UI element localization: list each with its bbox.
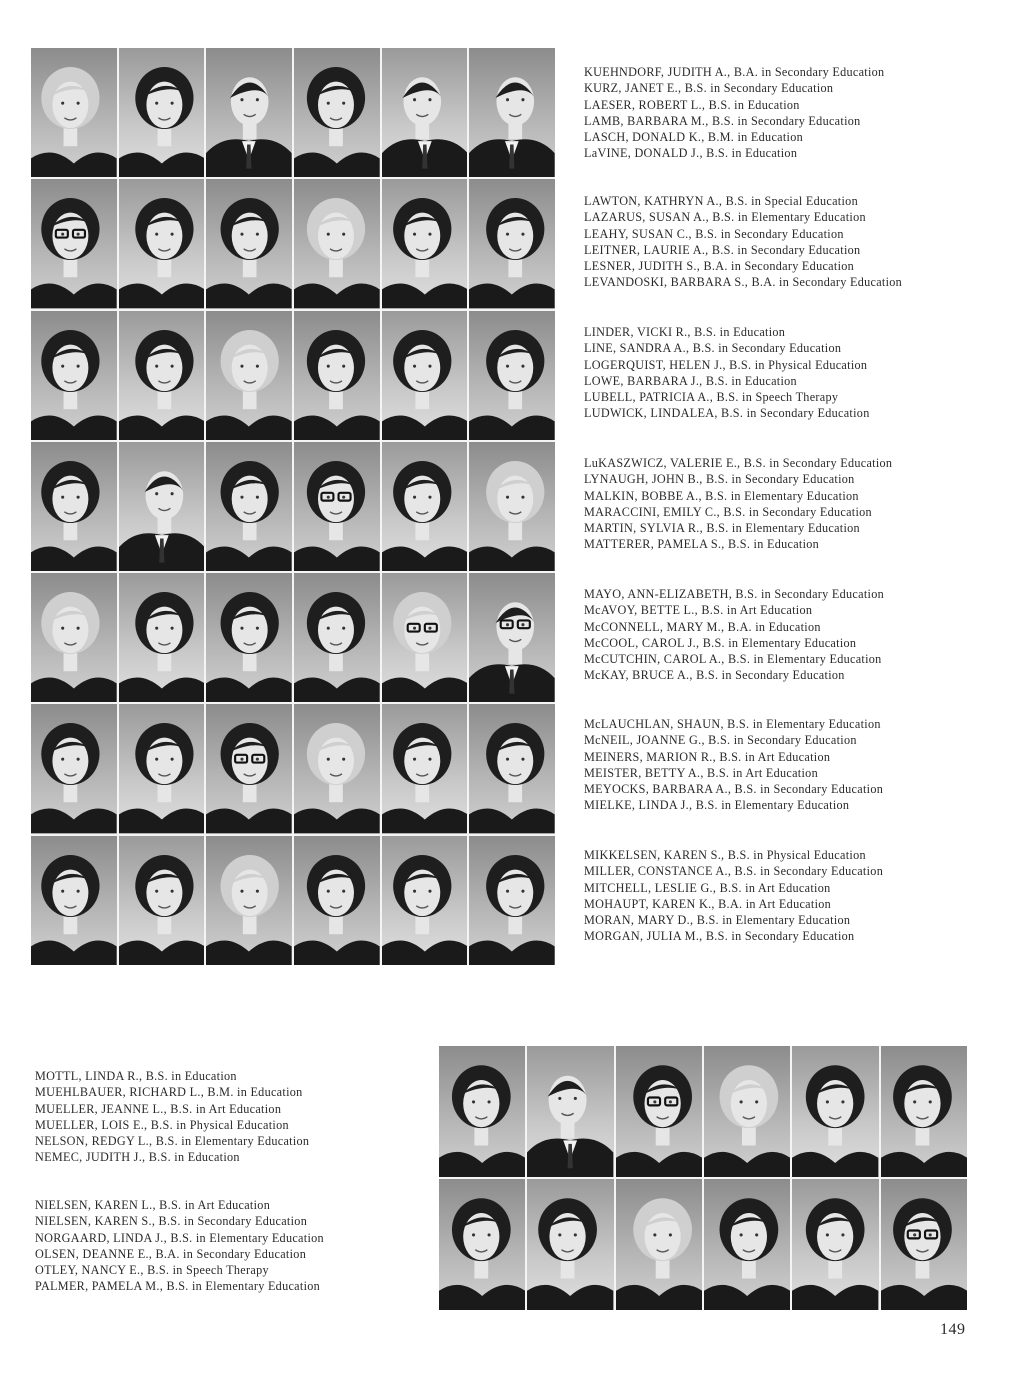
graduate-entry: MATTERER, PAMELA S., B.S. in Education (584, 537, 820, 552)
graduate-entry: OTLEY, NANCY E., B.S. in Speech Therapy (35, 1263, 269, 1278)
graduate-portrait (469, 179, 555, 308)
graduate-portrait (382, 573, 468, 702)
graduate-portrait (206, 311, 292, 440)
graduate-portrait (206, 48, 292, 177)
graduate-entry: LOGERQUIST, HELEN J., B.S. in Physical Education (584, 357, 868, 372)
graduate-portrait (382, 704, 468, 833)
graduate-entry: LEAHY, SUSAN C., B.S. in Secondary Education (584, 226, 844, 241)
graduate-entry: NIELSEN, KAREN S., B.S. in Secondary Education (35, 1214, 308, 1229)
graduate-entry: MAYO, ANN-ELIZABETH, B.S. in Secondary Education (584, 587, 884, 601)
graduate-portrait (881, 1179, 967, 1310)
graduate-entry: MOTTL, LINDA R., B.S. in Education (35, 1069, 237, 1083)
graduate-portrait (31, 704, 117, 833)
graduate-portrait (881, 1046, 967, 1177)
graduate-portrait (294, 311, 380, 440)
graduate-entry: LINDER, VICKI R., B.S. in Education (584, 325, 786, 339)
graduate-entry: McAVOY, BETTE L., B.S. in Art Education (584, 603, 813, 618)
graduate-entry: LEITNER, LAURIE A., B.S. in Secondary Education (584, 242, 861, 257)
name-list-group-6 (584, 716, 883, 814)
graduate-entry: LAZARUS, SUSAN A., B.S. in Elementary Education (584, 210, 866, 225)
name-list-group-4 (584, 455, 892, 553)
name-list-group-5 (584, 586, 884, 684)
graduate-portrait (206, 179, 292, 308)
graduate-entry: LYNAUGH, JOHN B., B.S. in Secondary Education (584, 472, 855, 487)
graduate-portrait (294, 573, 380, 702)
graduate-entry: McLAUCHLAN, SHAUN, B.S. in Elementary Education (584, 717, 881, 731)
graduate-portrait (206, 442, 292, 571)
graduate-portrait (469, 573, 555, 702)
graduate-entry: MARTIN, SYLVIA R., B.S. in Elementary Education (584, 521, 860, 536)
graduate-entry: MEYOCKS, BARBARA A., B.S. in Secondary Education (584, 782, 884, 797)
lower-portrait-grid (439, 1046, 967, 1310)
graduate-entry: PALMER, PAMELA M., B.S. in Elementary Education (35, 1279, 321, 1294)
graduate-entry: LUBELL, PATRICIA A., B.S. in Speech Therapy (584, 390, 839, 405)
graduate-portrait (294, 836, 380, 965)
graduate-portrait (382, 442, 468, 571)
graduate-entry: MEISTER, BETTY A., B.S. in Art Education (584, 765, 818, 780)
graduate-portrait (382, 836, 468, 965)
name-list-group-9 (35, 1197, 324, 1295)
graduate-entry: LOWE, BARBARA J., B.S. in Education (584, 373, 797, 388)
graduate-portrait (119, 442, 205, 571)
graduate-portrait (294, 179, 380, 308)
graduate-entry: MUELLER, JEANNE L., B.S. in Art Education (35, 1101, 282, 1116)
graduate-entry: MIKKELSEN, KAREN S., B.S. in Physical Education (584, 848, 866, 862)
graduate-portrait (119, 704, 205, 833)
graduate-entry: LEVANDOSKI, BARBARA S., B.A. in Secondary Education (584, 275, 903, 290)
graduate-entry: MILLER, CONSTANCE A., B.S. in Secondary Education (584, 864, 884, 879)
name-list-group-1 (584, 64, 884, 162)
graduate-entry: LAWTON, KATHRYN A., B.S. in Special Education (584, 194, 858, 208)
graduate-entry: McCOOL, CAROL J., B.S. in Elementary Education (584, 635, 857, 650)
graduate-entry: KURZ, JANET E., B.S. in Secondary Education (584, 81, 834, 96)
graduate-portrait (206, 704, 292, 833)
graduate-portrait (382, 311, 468, 440)
graduate-entry: MOHAUPT, KAREN K., B.A. in Art Education (584, 896, 832, 911)
graduate-entry: LAESER, ROBERT L., B.S. in Education (584, 97, 800, 112)
graduate-portrait (382, 179, 468, 308)
name-list-group-2 (584, 193, 902, 291)
graduate-portrait (31, 179, 117, 308)
graduate-portrait (206, 836, 292, 965)
graduate-portrait (616, 1179, 702, 1310)
graduate-entry: MORGAN, JULIA M., B.S. in Secondary Education (584, 929, 855, 944)
graduate-portrait (206, 573, 292, 702)
graduate-entry: NIELSEN, KAREN L., B.S. in Art Education (35, 1198, 271, 1212)
graduate-portrait (792, 1046, 878, 1177)
graduate-portrait (294, 48, 380, 177)
graduate-portrait (469, 836, 555, 965)
graduate-entry: LuKASZWICZ, VALERIE E., B.S. in Secondary Education (584, 456, 893, 470)
graduate-portrait (119, 311, 205, 440)
graduate-portrait (439, 1046, 525, 1177)
graduate-entry: NELSON, REDGY L., B.S. in Elementary Education (35, 1134, 310, 1149)
graduate-entry: LESNER, JUDITH S., B.A. in Secondary Education (584, 259, 855, 274)
graduate-portrait (704, 1046, 790, 1177)
graduate-entry: MORAN, MARY D., B.S. in Elementary Education (584, 913, 851, 928)
graduate-portrait (469, 442, 555, 571)
graduate-entry: MALKIN, BOBBE A., B.S. in Elementary Education (584, 488, 859, 503)
graduate-entry: MARACCINI, EMILY C., B.S. in Secondary Education (584, 504, 872, 519)
graduate-entry: NORGAARD, LINDA J., B.S. in Elementary Education (35, 1230, 324, 1245)
name-list-group-7 (584, 847, 883, 945)
graduate-portrait (294, 704, 380, 833)
graduate-entry: MUELLER, LOIS E., B.S. in Physical Education (35, 1117, 289, 1132)
graduate-entry: McCONNELL, MARY M., B.A. in Education (584, 619, 821, 634)
graduate-portrait (469, 48, 555, 177)
graduate-portrait (31, 442, 117, 571)
graduate-entry: McKAY, BRUCE A., B.S. in Secondary Education (584, 668, 845, 683)
graduate-portrait (469, 704, 555, 833)
name-list-group-3 (584, 324, 870, 422)
graduate-entry: MUEHLBAUER, RICHARD L., B.M. in Education (35, 1085, 303, 1100)
graduate-portrait (382, 48, 468, 177)
graduate-entry: OLSEN, DEANNE E., B.A. in Secondary Education (35, 1246, 307, 1261)
graduate-portrait (294, 442, 380, 571)
graduate-portrait (616, 1046, 702, 1177)
graduate-portrait (31, 311, 117, 440)
graduate-portrait (527, 1179, 613, 1310)
graduate-entry: KUEHNDORF, JUDITH A., B.A. in Secondary Education (584, 65, 885, 79)
graduate-portrait (469, 311, 555, 440)
graduate-portrait (119, 573, 205, 702)
graduate-entry: LINE, SANDRA A., B.S. in Secondary Education (584, 341, 842, 356)
graduate-portrait (792, 1179, 878, 1310)
graduate-entry: MEINERS, MARION R., B.S. in Art Education (584, 749, 831, 764)
graduate-entry: McNEIL, JOANNE G., B.S. in Secondary Education (584, 733, 857, 748)
graduate-portrait (31, 836, 117, 965)
graduate-entry: LUDWICK, LINDALEA, B.S. in Secondary Education (584, 406, 870, 421)
graduate-portrait (31, 573, 117, 702)
graduate-entry: MITCHELL, LESLIE G., B.S. in Art Education (584, 880, 831, 895)
graduate-portrait (439, 1179, 525, 1310)
graduate-portrait (119, 48, 205, 177)
graduate-entry: NEMEC, JUDITH J., B.S. in Education (35, 1150, 240, 1165)
graduate-portrait (119, 179, 205, 308)
page-number: 149 (940, 1321, 966, 1338)
graduate-portrait (704, 1179, 790, 1310)
graduate-entry: LaVINE, DONALD J., B.S. in Education (584, 146, 798, 161)
name-list-group-8 (35, 1068, 309, 1166)
graduate-entry: LAMB, BARBARA M., B.S. in Secondary Education (584, 113, 861, 128)
graduate-entry: LASCH, DONALD K., B.M. in Education (584, 130, 804, 145)
graduate-portrait (119, 836, 205, 965)
graduate-portrait (31, 48, 117, 177)
upper-portrait-grid (31, 48, 555, 965)
graduate-entry: McCUTCHIN, CAROL A., B.S. in Elementary Education (584, 652, 882, 667)
graduate-portrait (527, 1046, 613, 1177)
graduate-entry: MIELKE, LINDA J., B.S. in Elementary Education (584, 798, 850, 813)
